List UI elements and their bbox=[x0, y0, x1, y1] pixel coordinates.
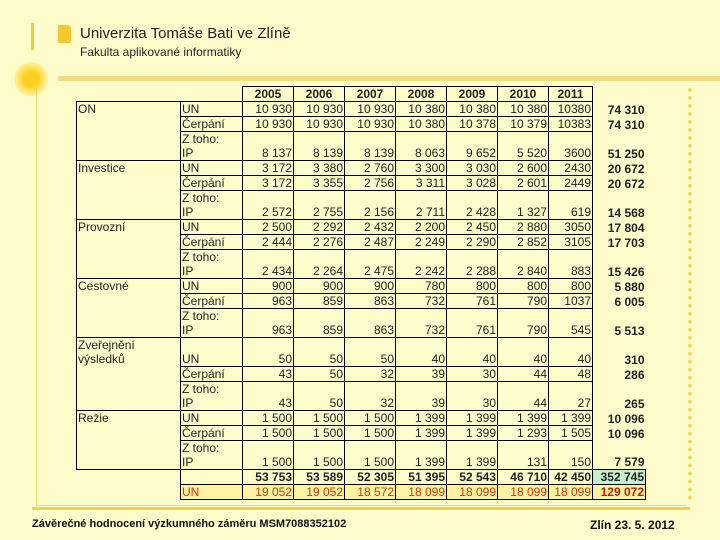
year-header: 2011 bbox=[549, 87, 593, 102]
value-cell: 963 bbox=[243, 309, 294, 338]
value-cell: 1 500 bbox=[345, 411, 396, 426]
table-row bbox=[77, 279, 646, 294]
value-cell: 8 139 bbox=[294, 132, 345, 161]
value-cell: 8 139 bbox=[345, 132, 396, 161]
value-cell: 2 601 bbox=[498, 176, 549, 191]
total-cell: 51 250 bbox=[607, 146, 645, 161]
dotted-divider bbox=[688, 88, 692, 500]
value-cell: 1 327 bbox=[498, 191, 549, 220]
footer-date: Zlín 23. 5. 2012 bbox=[590, 518, 675, 532]
value-cell: 10 378 bbox=[447, 117, 498, 132]
value-cell: 3 172 bbox=[243, 176, 294, 191]
value-cell: 40 bbox=[549, 338, 593, 367]
value-cell: 2 450 bbox=[447, 220, 498, 235]
total-cell: 265 bbox=[624, 396, 645, 411]
value-cell: 963 bbox=[243, 294, 294, 309]
value-cell: 1 293 bbox=[498, 426, 549, 441]
value-cell: 3 355 bbox=[294, 176, 345, 191]
value-cell: 2 200 bbox=[396, 220, 447, 235]
value-cell: 44 bbox=[498, 367, 549, 382]
value-cell: 50 bbox=[243, 338, 294, 367]
category-label: Režie bbox=[77, 411, 181, 470]
value-cell: 40 bbox=[447, 338, 498, 367]
value-cell: 3 030 bbox=[447, 161, 498, 176]
un-cell: 18 099 bbox=[396, 485, 447, 500]
total-cell: 5 880 bbox=[614, 279, 645, 294]
decorative-circle bbox=[14, 62, 48, 96]
un-cell: 18 099 bbox=[447, 485, 498, 500]
category-label: Zveřejnění výsledků bbox=[77, 338, 181, 411]
row-label: UN bbox=[181, 102, 243, 117]
value-cell: 883 bbox=[549, 250, 593, 279]
table-row bbox=[77, 102, 646, 117]
value-cell: 27 bbox=[549, 382, 593, 411]
university-name: Univerzita Tomáše Bati ve Zlíně bbox=[80, 25, 291, 42]
value-cell: 2 444 bbox=[243, 235, 294, 250]
value-cell: 10 930 bbox=[243, 102, 294, 117]
row-label: Čerpání bbox=[181, 426, 243, 441]
value-cell: 545 bbox=[549, 309, 593, 338]
total-cell: 15 426 bbox=[607, 264, 645, 279]
value-cell: 3105 bbox=[549, 235, 593, 250]
value-cell: 10 380 bbox=[447, 102, 498, 117]
row-label: Z toho: IP bbox=[181, 382, 243, 411]
total-cell: 310 bbox=[624, 352, 645, 367]
value-cell: 39 bbox=[396, 367, 447, 382]
total-cell: 20 672 bbox=[607, 161, 645, 176]
value-cell: 1 500 bbox=[243, 411, 294, 426]
table-row bbox=[77, 220, 646, 235]
value-cell: 10380 bbox=[549, 102, 593, 117]
row-label: Čerpání bbox=[181, 117, 243, 132]
value-cell: 2 156 bbox=[345, 191, 396, 220]
header-divider bbox=[58, 76, 720, 81]
value-cell: 39 bbox=[396, 382, 447, 411]
sum-cell: 52 305 bbox=[345, 470, 396, 485]
value-cell: 859 bbox=[294, 294, 345, 309]
row-label: Z toho: IP bbox=[181, 191, 243, 220]
footer-divider bbox=[32, 507, 690, 510]
value-cell: 1 500 bbox=[243, 426, 294, 441]
value-cell: 10 930 bbox=[345, 117, 396, 132]
value-cell: 863 bbox=[345, 309, 396, 338]
value-cell: 50 bbox=[294, 382, 345, 411]
un-cell: 18 099 bbox=[498, 485, 549, 500]
year-header: 2007 bbox=[345, 87, 396, 102]
value-cell: 48 bbox=[549, 367, 593, 382]
value-cell: 1 399 bbox=[498, 411, 549, 426]
value-cell: 1 500 bbox=[294, 411, 345, 426]
value-cell: 2 756 bbox=[345, 176, 396, 191]
value-cell: 32 bbox=[345, 367, 396, 382]
value-cell: 1 399 bbox=[396, 426, 447, 441]
un-cell: 18 099 bbox=[549, 485, 593, 500]
value-cell: 2 249 bbox=[396, 235, 447, 250]
value-cell: 2 840 bbox=[498, 250, 549, 279]
value-cell: 790 bbox=[498, 309, 549, 338]
value-cell: 2 572 bbox=[243, 191, 294, 220]
value-cell: 30 bbox=[447, 367, 498, 382]
total-cell: 17 703 bbox=[607, 235, 645, 250]
value-cell: 10 930 bbox=[294, 102, 345, 117]
decorative-line bbox=[31, 23, 34, 50]
total-cell: 14 568 bbox=[607, 205, 645, 220]
row-label: UN bbox=[181, 279, 243, 294]
university-logo-icon bbox=[58, 25, 71, 43]
value-cell: 2 290 bbox=[447, 235, 498, 250]
total-cell: 286 bbox=[624, 367, 645, 382]
value-cell: 2 288 bbox=[447, 250, 498, 279]
value-cell: 732 bbox=[396, 294, 447, 309]
blank-header bbox=[77, 87, 181, 102]
value-cell: 30 bbox=[447, 382, 498, 411]
value-cell: 1 399 bbox=[396, 411, 447, 426]
value-cell: 3050 bbox=[549, 220, 593, 235]
value-cell: 3 028 bbox=[447, 176, 498, 191]
value-cell: 10 930 bbox=[345, 102, 396, 117]
year-header: 2009 bbox=[447, 87, 498, 102]
value-cell: 1 500 bbox=[294, 441, 345, 470]
total-cell: 10 096 bbox=[607, 411, 645, 426]
sum-row bbox=[77, 470, 646, 485]
row-label: UN bbox=[181, 411, 243, 426]
row-label: UN bbox=[181, 485, 243, 500]
value-cell: 3600 bbox=[549, 132, 593, 161]
total-cell: 7 579 bbox=[614, 455, 645, 469]
value-cell: 8 137 bbox=[243, 132, 294, 161]
value-cell: 3 300 bbox=[396, 161, 447, 176]
row-label: Čerpání bbox=[181, 176, 243, 191]
value-cell: 761 bbox=[447, 309, 498, 338]
grand-total-cell: 352 745 bbox=[593, 470, 646, 485]
value-cell: 10 380 bbox=[396, 117, 447, 132]
total-cell: 10 096 bbox=[607, 426, 645, 441]
value-cell: 8 063 bbox=[396, 132, 447, 161]
table-row bbox=[77, 161, 646, 176]
value-cell: 32 bbox=[345, 382, 396, 411]
value-cell: 43 bbox=[243, 367, 294, 382]
value-cell: 3 172 bbox=[243, 161, 294, 176]
value-cell: 40 bbox=[396, 338, 447, 367]
un-cell: 18 572 bbox=[345, 485, 396, 500]
value-cell: 50 bbox=[294, 338, 345, 367]
un-total-cell: 129 072 bbox=[593, 485, 646, 500]
row-label: UN bbox=[181, 220, 243, 235]
value-cell: 10 379 bbox=[498, 117, 549, 132]
total-cell: 17 804 bbox=[607, 220, 645, 235]
year-header: 2005 bbox=[243, 87, 294, 102]
value-cell: 790 bbox=[498, 294, 549, 309]
value-cell: 2 292 bbox=[294, 220, 345, 235]
value-cell: 2 276 bbox=[294, 235, 345, 250]
value-cell: 900 bbox=[345, 279, 396, 294]
value-cell: 900 bbox=[294, 279, 345, 294]
sum-cell: 52 543 bbox=[447, 470, 498, 485]
value-cell: 2 711 bbox=[396, 191, 447, 220]
category-label: Provozní bbox=[77, 220, 181, 279]
value-cell: 800 bbox=[549, 279, 593, 294]
value-cell: 44 bbox=[498, 382, 549, 411]
value-cell: 50 bbox=[294, 367, 345, 382]
value-cell: 863 bbox=[345, 294, 396, 309]
value-cell: 2449 bbox=[549, 176, 593, 191]
row-label: UN bbox=[181, 338, 243, 367]
value-cell: 2 487 bbox=[345, 235, 396, 250]
value-cell: 2 880 bbox=[498, 220, 549, 235]
value-cell: 780 bbox=[396, 279, 447, 294]
value-cell: 859 bbox=[294, 309, 345, 338]
table-row bbox=[77, 338, 646, 367]
category-label: Cestovné bbox=[77, 279, 181, 338]
value-cell: 1 505 bbox=[549, 426, 593, 441]
total-cell: 6 005 bbox=[614, 294, 645, 309]
un-cell: 19 052 bbox=[243, 485, 294, 500]
row-label: Z toho: IP bbox=[181, 441, 243, 470]
value-cell: 5 520 bbox=[498, 132, 549, 161]
row-label: Čerpání bbox=[181, 235, 243, 250]
value-cell: 10383 bbox=[549, 117, 593, 132]
total-header bbox=[593, 87, 646, 102]
un-total-row bbox=[77, 485, 646, 500]
category-label: ON bbox=[77, 102, 181, 161]
value-cell: 2 475 bbox=[345, 250, 396, 279]
value-cell: 1 399 bbox=[447, 426, 498, 441]
category-label: Investice bbox=[77, 161, 181, 220]
value-cell: 619 bbox=[549, 191, 593, 220]
value-cell: 2430 bbox=[549, 161, 593, 176]
value-cell: 43 bbox=[243, 382, 294, 411]
sum-cell: 46 710 bbox=[498, 470, 549, 485]
value-cell: 2 852 bbox=[498, 235, 549, 250]
value-cell: 2 500 bbox=[243, 220, 294, 235]
value-cell: 900 bbox=[243, 279, 294, 294]
header-row bbox=[77, 87, 646, 102]
row-label: Z toho: IP bbox=[181, 250, 243, 279]
value-cell: 50 bbox=[345, 338, 396, 367]
blank-cell bbox=[181, 470, 243, 485]
value-cell: 2 760 bbox=[345, 161, 396, 176]
row-label: Z toho: IP bbox=[181, 309, 243, 338]
value-cell: 800 bbox=[498, 279, 549, 294]
value-cell: 2 434 bbox=[243, 250, 294, 279]
total-cell: 5 513 bbox=[614, 323, 645, 338]
row-label: Z toho: IP bbox=[181, 132, 243, 161]
row-label: Čerpání bbox=[181, 294, 243, 309]
blank-cell bbox=[77, 485, 181, 500]
value-cell: 2 600 bbox=[498, 161, 549, 176]
value-cell: 9 652 bbox=[447, 132, 498, 161]
value-cell: 2 428 bbox=[447, 191, 498, 220]
value-cell: 2 242 bbox=[396, 250, 447, 279]
year-header: 2006 bbox=[294, 87, 345, 102]
value-cell: 2 432 bbox=[345, 220, 396, 235]
faculty-name: Fakulta aplikované informatiky bbox=[80, 45, 242, 59]
value-cell: 1 500 bbox=[243, 441, 294, 470]
value-cell: 1 399 bbox=[549, 411, 593, 426]
value-cell: 1037 bbox=[549, 294, 593, 309]
total-cell: 74 310 bbox=[607, 117, 645, 132]
sum-cell: 53 753 bbox=[243, 470, 294, 485]
value-cell: 732 bbox=[396, 309, 447, 338]
value-cell: 1 399 bbox=[396, 441, 447, 470]
value-cell: 10 380 bbox=[396, 102, 447, 117]
value-cell: 2 264 bbox=[294, 250, 345, 279]
value-cell: 150 bbox=[549, 441, 593, 470]
value-cell: 10 930 bbox=[294, 117, 345, 132]
value-cell: 2 755 bbox=[294, 191, 345, 220]
value-cell: 1 399 bbox=[447, 441, 498, 470]
year-header: 2010 bbox=[498, 87, 549, 102]
sum-cell: 53 589 bbox=[294, 470, 345, 485]
un-cell: 19 052 bbox=[294, 485, 345, 500]
value-cell: 3 380 bbox=[294, 161, 345, 176]
value-cell: 761 bbox=[447, 294, 498, 309]
budget-table bbox=[76, 86, 646, 500]
value-cell: 1 399 bbox=[447, 411, 498, 426]
value-cell: 1 500 bbox=[345, 441, 396, 470]
value-cell: 131 bbox=[498, 441, 549, 470]
value-cell: 1 500 bbox=[294, 426, 345, 441]
footer-title: Závěrečné hodnocení výzkumného záměru MSM7088352102 bbox=[32, 518, 347, 530]
sum-cell: 51 395 bbox=[396, 470, 447, 485]
value-cell: 800 bbox=[447, 279, 498, 294]
value-cell: 10 930 bbox=[243, 117, 294, 132]
blank-cell bbox=[77, 470, 181, 485]
value-cell: 40 bbox=[498, 338, 549, 367]
value-cell: 10 380 bbox=[498, 102, 549, 117]
value-cell: 1 500 bbox=[345, 426, 396, 441]
table-row bbox=[77, 411, 646, 426]
total-cell: 74 310 bbox=[607, 102, 645, 117]
sum-cell: 42 450 bbox=[549, 470, 593, 485]
year-header: 2008 bbox=[396, 87, 447, 102]
total-cell: 20 672 bbox=[607, 176, 645, 191]
row-label: UN bbox=[181, 161, 243, 176]
value-cell: 3 311 bbox=[396, 176, 447, 191]
blank-header bbox=[181, 87, 243, 102]
row-label: Čerpání bbox=[181, 367, 243, 382]
